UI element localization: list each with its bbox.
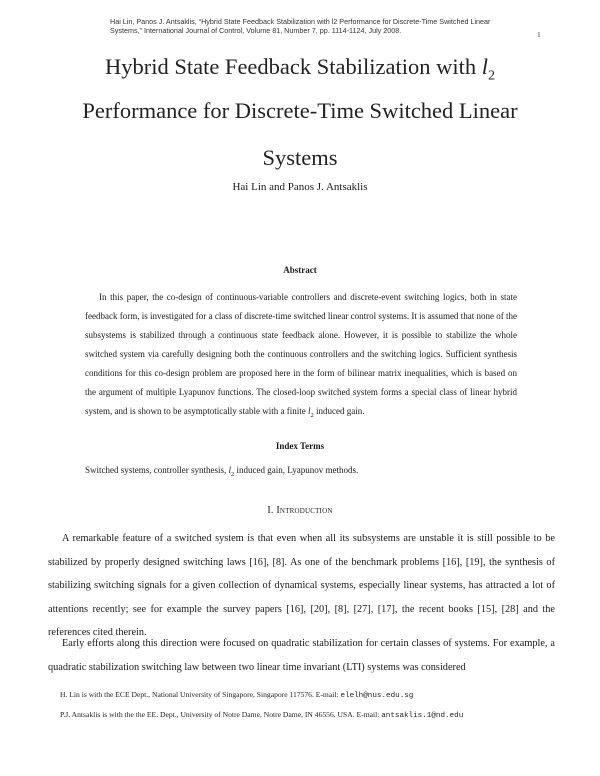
section-numeral: I. [267,505,274,516]
paper-title-line-2: Performance for Discrete-Time Switched Linear [82,98,518,123]
abstract-math-l: l [307,406,311,416]
footnote-2-text: P.J. Antsaklis is with the the EE. Dept., University of Notre Dame, Notre Dame, IN 46556, USA. E-mail: [60,710,380,719]
index-terms-body [85,465,358,478]
intro-paragraph-1: A remarkable feature of a switched system is that even when all its subsystems are unstable it is still possible to be stabilized by properly designed switching laws [16], [8]. As one of the benchmark problems [16], [19], the synthesis of stabilizing switching signals for a given collection of dynamical systems, especially linear systems, has attracted a lot of attentions recently; see for example the survey papers [16], [20], [8], [27], [17], the recent books [15], [28] and the references cited therein. [48,533,555,638]
title-math-l: l [481,54,489,79]
index-terms-math-sub: 2 [231,470,235,478]
abstract-body [85,288,517,425]
abstract-math-sub: 2 [310,411,314,419]
introduction-heading [0,505,600,516]
authors: Hai Lin and Panos J. Antsaklis [232,181,368,193]
footnote-2 [60,710,463,720]
abstract-text-a: In this paper, the co-design of continuous-variable controllers and discrete-event switching logics, both in state feedback form, is investigated for a class of discrete-time switched linear control systems. It is assumed that none of the subsystems is stabilized through a continuous state feedback alone. However, it is possible to stabilize the whole switched system via carefully designing both the continuous controllers and the switching logics. Sufficient synthesis conditions for this co-design problem are proposed here in the form of bilinear matrix inequalities, which is based on the argument of multiple Lyapunov functions. The closed-loop switched system forms a special class of linear hybrid system, and is shown to be asymptotically stable with a finite [85,292,517,416]
footnote-1 [60,690,413,700]
paper-title-line-1 [40,54,560,90]
footnote-1-text: H. Lin is with the ECE Dept., National University of Singapore, Singapore 117576. E-mail: [60,690,339,699]
paper-title-line-3: Systems [262,145,338,170]
title-text-1: Hybrid State Feedback Stabilization with [104,54,477,79]
footnote-1-email[interactable]: elelh@nus.edu.sg [340,692,414,700]
section-title: Introduction [276,505,333,516]
abstract-heading: Abstract [283,265,317,275]
citation-header: Hai Lin, Panos J. Antsaklis, “Hybrid State Feedback Stabilization with l2 Performance for Discrete-Time Switched Linear Systems,” International Journal of Control, Volume 81, Number 7, pp. 1114-1124, July 2008. [110,17,491,35]
index-terms-math-l: l [228,465,232,475]
index-terms-text-a: Switched systems, controller synthesis, [85,465,227,475]
page-number: 1 [537,30,541,39]
intro-paragraph-2: Early efforts along this direction were focused on quadratic stabilization for certain classes of systems. For example, a quadratic stabilization switching law between two linear time invariant (LTI) systems was considered [48,638,555,673]
footnote-2-email[interactable]: antsaklis.1@nd.edu [381,712,464,720]
index-terms-text-b: induced gain, Lyapunov methods. [236,465,359,475]
title-math-sub: 2 [488,68,496,84]
index-terms-heading: Index Terms [275,441,325,451]
abstract-text-b: induced gain. [315,406,365,416]
